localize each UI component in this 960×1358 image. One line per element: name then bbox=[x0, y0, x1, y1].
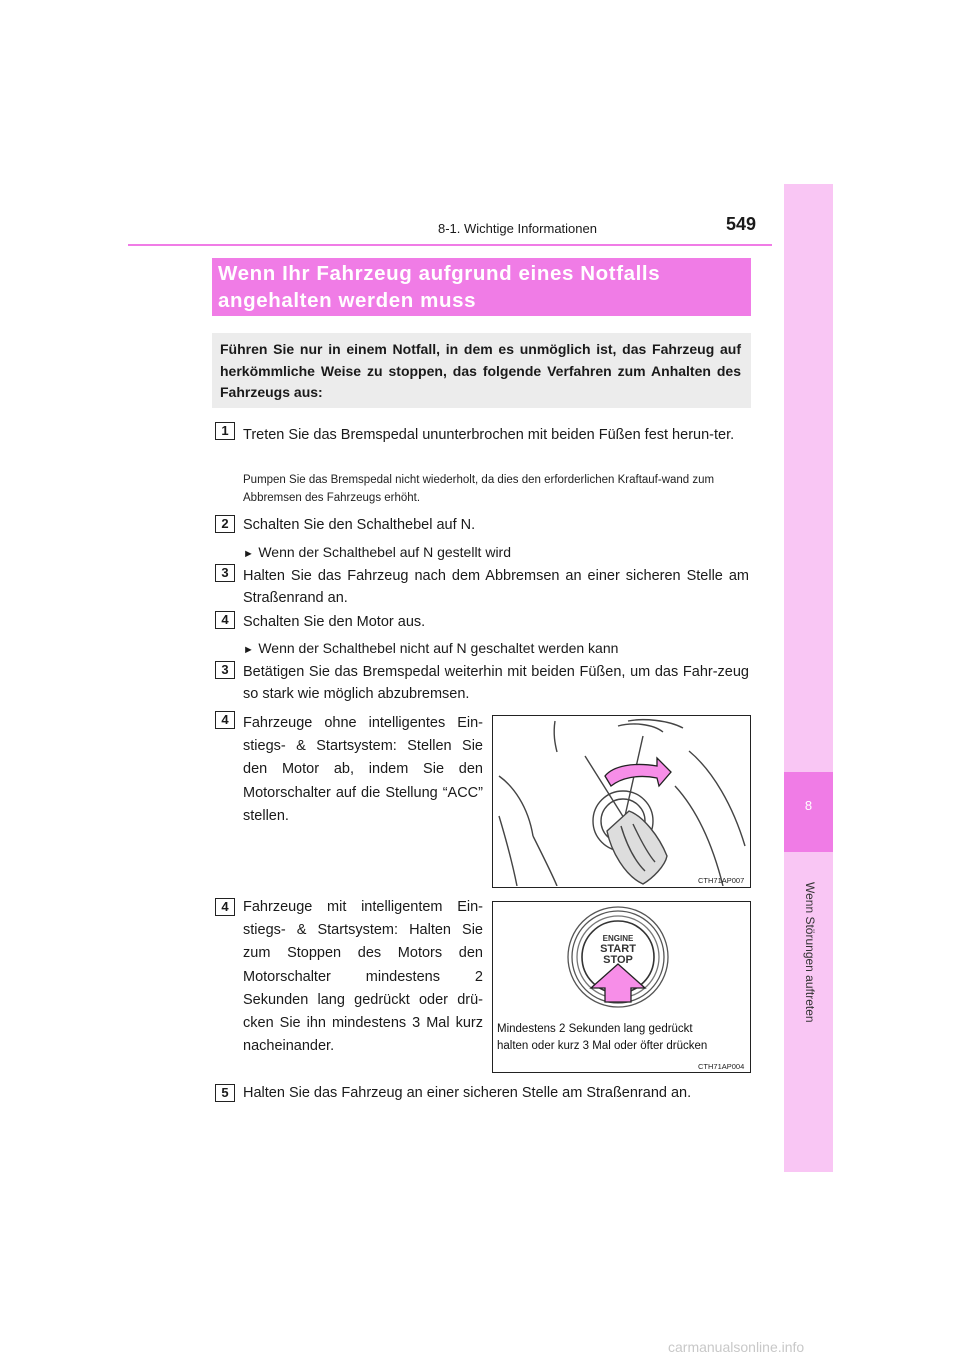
page-number: 549 bbox=[726, 214, 757, 234]
header-rule bbox=[128, 244, 772, 246]
button-label-stop: STOP bbox=[603, 954, 633, 966]
step-text: Halten Sie das Fahrzeug nach dem Abbremsen an einer sicheren Stelle am Straßenrand an. bbox=[243, 568, 749, 606]
watermark: carmanualsonline.info bbox=[668, 1339, 805, 1355]
chapter-label: Wenn Störungen auftreten bbox=[803, 882, 817, 1023]
figure-code: CTH71AP007 bbox=[698, 876, 745, 885]
step-number: 4 bbox=[215, 711, 235, 729]
figure-code: CTH71AP004 bbox=[698, 1062, 745, 1071]
title-line-2: angehalten werden muss bbox=[218, 289, 477, 312]
caption-line-2: halten oder kurz 3 Mal oder öfter drücken bbox=[497, 1040, 708, 1052]
side-tab bbox=[784, 184, 833, 1172]
engine-start-stop-label bbox=[587, 934, 649, 966]
step-number: 4 bbox=[215, 898, 235, 916]
step-text: Treten Sie das Bremspedal ununterbrochen mit beiden Füßen fest herun-ter. bbox=[243, 427, 735, 443]
caption-line-1: Mindestens 2 Sekunden lang gedrückt bbox=[497, 1023, 693, 1035]
step-number: 4 bbox=[215, 611, 235, 629]
step-text: Schalten Sie den Motor aus. bbox=[243, 614, 426, 630]
step-note: Pumpen Sie das Bremspedal nicht wiederholt, da dies den erforderlichen Kraftauf-wand zum Abbremsen des Fahrzeugs erhöht. bbox=[243, 474, 715, 504]
step-text: Halten Sie das Fahrzeug an einer sicheren Stelle am Straßenrand an. bbox=[243, 1085, 692, 1101]
triangle-bullet-icon: ► bbox=[243, 548, 254, 560]
ignition-key-illustration bbox=[493, 716, 749, 886]
figure-caption bbox=[497, 1021, 749, 1055]
condition-heading: ► Wenn der Schalthebel nicht auf N geschaltet werden kann bbox=[243, 640, 619, 656]
step-text: Schalten Sie den Schalthebel auf N. bbox=[243, 517, 476, 533]
button-label-start: START bbox=[600, 943, 636, 955]
title-line-1: Wenn Ihr Fahrzeug aufgrund eines Notfalls bbox=[218, 262, 661, 285]
step-text: Fahrzeuge mit intelligentem Ein-stiegs- & Startsystem: Halten Sie zum Stoppen des Motors den Motorschalter mindestens 2 Sekunden lang gedrückt oder drü-cken Sie ihn mindestens 3 Mal kurz nacheinander. bbox=[243, 899, 483, 1055]
intro-text: Führen Sie nur in einem Notfall, in dem es unmöglich ist, das Fahrzeug auf herkömmliche Weise zu stoppen, das folgende Verfahren zum Anhalten des Fahrzeugs aus: bbox=[220, 341, 741, 400]
chapter-number: 8 bbox=[804, 798, 813, 813]
condition-heading: ► Wenn der Schalthebel auf N gestellt wird bbox=[243, 544, 511, 560]
step-number: 3 bbox=[215, 661, 235, 679]
step-text: Betätigen Sie das Bremspedal weiterhin mit beiden Füßen, um das Fahr-zeug so stark wie möglich abzubremsen. bbox=[243, 664, 749, 702]
button-label-engine: ENGINE bbox=[602, 934, 634, 943]
step-number: 2 bbox=[215, 515, 235, 533]
triangle-bullet-icon: ► bbox=[243, 644, 254, 656]
step-number: 1 bbox=[215, 422, 235, 440]
step-number: 3 bbox=[215, 564, 235, 582]
page-title bbox=[218, 260, 748, 314]
section-reference: 8-1. Wichtige Informationen bbox=[438, 221, 597, 236]
start-stop-figure bbox=[492, 901, 751, 1073]
step-text: Fahrzeuge ohne intelligentes Ein-stiegs- & Startsystem: Stellen Sie den Motor ab, indem Sie den Motorschalter auf die Stellung “ACC” stellen. bbox=[243, 715, 483, 824]
ignition-key-figure bbox=[492, 715, 751, 888]
step-number: 5 bbox=[215, 1084, 235, 1102]
